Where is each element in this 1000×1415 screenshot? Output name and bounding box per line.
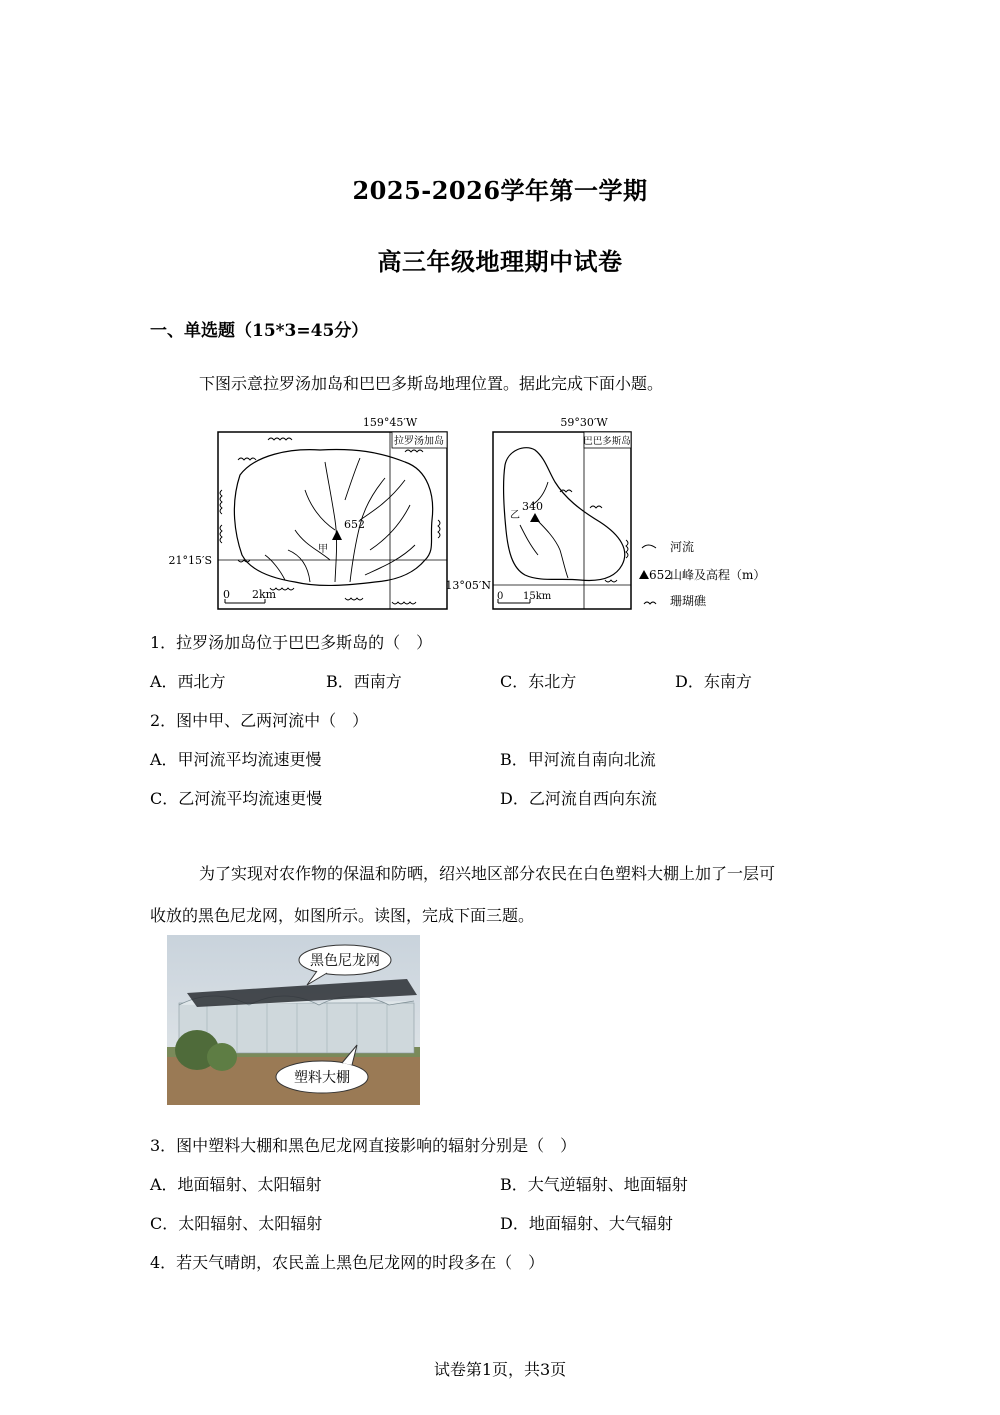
map1-name: 拉罗汤加岛 xyxy=(394,436,444,447)
legend-river: 河流 xyxy=(670,540,695,554)
map1-peak-value: 652 xyxy=(344,518,365,531)
q2-option-c[interactable]: C．乙河流平均流速更慢 xyxy=(150,789,323,808)
legend-peak-prefix: 652 xyxy=(649,568,672,582)
section-heading: 一、单选题（15*3=45分） xyxy=(150,321,369,341)
page-footer: 试卷第1页，共3页 xyxy=(433,1360,567,1379)
map1-latitude: 21°15′S xyxy=(168,554,212,567)
rarotonga-map xyxy=(168,416,447,609)
barbados-coastline xyxy=(503,448,624,581)
map1-longitude: 159°45′W xyxy=(362,416,418,429)
q3-option-a[interactable]: A．地面辐射、太阳辐射 xyxy=(150,1175,322,1194)
map2-longitude: 59°30′W xyxy=(560,416,608,429)
map2-latitude: 13°05′N xyxy=(445,579,491,592)
barbados-rivers xyxy=(520,482,568,578)
intro-text-2-line1: 为了实现对农作物的保温和防晒，绍兴地区部分农民在白色塑料大棚上加了一层可 xyxy=(199,864,776,883)
q1-option-c[interactable]: C．东北方 xyxy=(500,672,577,691)
peak-340-marker xyxy=(530,513,540,522)
map2-scale-label: 15km xyxy=(523,591,552,602)
legend-peak: 山峰及高程（m） xyxy=(670,568,766,582)
legend-peak-icon xyxy=(639,570,649,579)
legend-reef-icon xyxy=(644,602,656,604)
q3-option-d[interactable]: D．地面辐射、大气辐射 xyxy=(500,1214,673,1233)
barbados-map xyxy=(445,416,631,609)
map2-scale-zero: 0 xyxy=(497,591,504,602)
barbados-reef-marks xyxy=(560,490,628,582)
question-1-stem: 1．拉罗汤加岛位于巴巴多斯岛的（ ） xyxy=(150,633,433,652)
map2-peak-value: 340 xyxy=(522,500,543,513)
legend-reef: 珊瑚礁 xyxy=(670,594,707,608)
q2-option-d[interactable]: D．乙河流自西向东流 xyxy=(500,789,657,808)
map2-name: 巴巴多斯岛 xyxy=(583,436,631,447)
q3-option-b[interactable]: B．大气逆辐射、地面辐射 xyxy=(500,1175,688,1194)
greenhouse-photo xyxy=(167,935,420,1105)
q3-option-c[interactable]: C．太阳辐射、太阳辐射 xyxy=(150,1214,323,1233)
island-maps-figure xyxy=(160,410,800,615)
question-3-stem: 3．图中塑料大棚和黑色尼龙网直接影响的辐射分别是（ ） xyxy=(150,1136,577,1155)
q2-option-b[interactable]: B．甲河流自南向北流 xyxy=(500,750,656,769)
label-plastic-shed: 塑料大棚 xyxy=(294,1070,350,1086)
question-4-stem: 4．若天气晴朗，农民盖上黑色尼龙网的时段多在（ ） xyxy=(150,1253,545,1272)
q2-option-a[interactable]: A．甲河流平均流速更慢 xyxy=(150,750,322,769)
question-2-stem: 2．图中甲、乙两河流中（ ） xyxy=(150,711,369,730)
exam-title-line1: 2025-2026学年第一学期 xyxy=(352,176,648,205)
legend-river-icon xyxy=(642,545,656,548)
label-black-net: 黑色尼龙网 xyxy=(310,953,380,969)
map-legend xyxy=(639,539,765,608)
peak-652-marker xyxy=(332,530,342,540)
map1-river-label: 甲 xyxy=(318,544,328,555)
q1-option-d[interactable]: D．东南方 xyxy=(675,672,752,691)
intro-text-2-line2: 收放的黑色尼龙网，如图所示。读图，完成下面三题。 xyxy=(150,906,535,925)
rarotonga-rivers xyxy=(265,458,415,582)
exam-title-line2: 高三年级地理期中试卷 xyxy=(377,247,623,276)
intro-text-1: 下图示意拉罗汤加岛和巴巴多斯岛地理位置。据此完成下面小题。 xyxy=(199,374,664,393)
map2-river-label: 乙 xyxy=(510,510,520,521)
q1-option-b[interactable]: B．西南方 xyxy=(326,672,402,691)
map1-scale-zero: 0 xyxy=(223,588,230,601)
map1-scale-label: 2km xyxy=(252,588,277,601)
q1-option-a[interactable]: A．西北方 xyxy=(150,672,226,691)
